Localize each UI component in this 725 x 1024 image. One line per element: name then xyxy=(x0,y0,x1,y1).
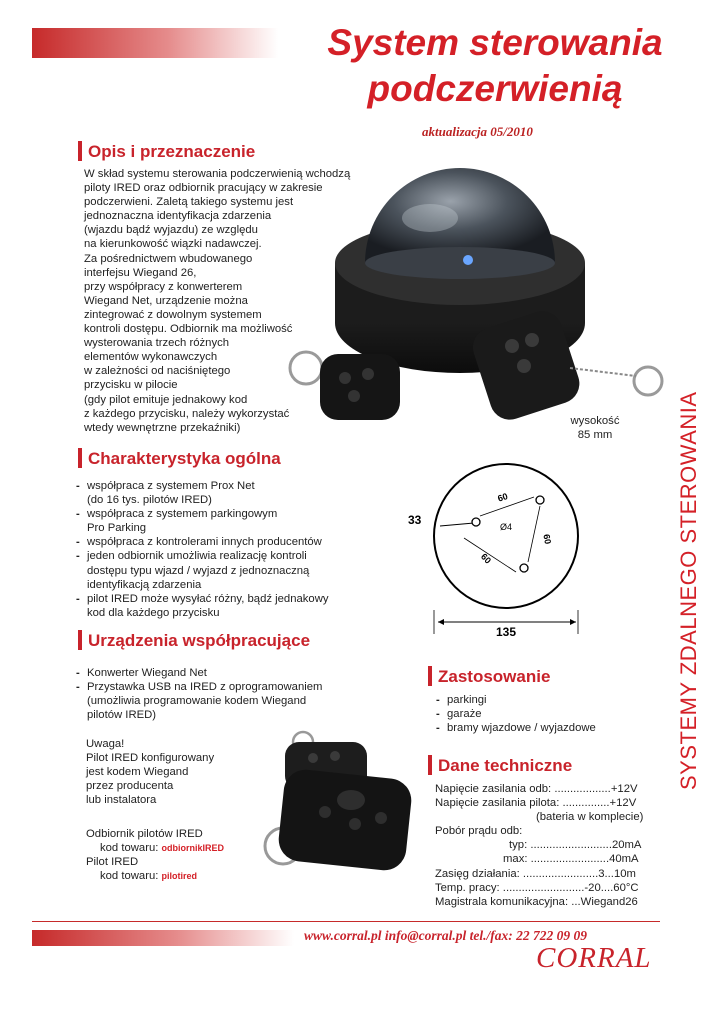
hole-2 xyxy=(536,496,544,504)
tech-row: Napięcie zasilania odb: ..................+12V xyxy=(435,783,638,795)
title-line-2: podczerwienią xyxy=(367,68,623,109)
dim-outer-label: 33 xyxy=(408,513,422,527)
height-value: 85 mm xyxy=(577,429,613,442)
section-heading-zastosowanie: Zastosowanie xyxy=(428,666,550,687)
hole-3 xyxy=(520,564,528,572)
urzadzenia-note: Uwaga! Pilot IRED konfigurowany jest kodem Wiegand przez producenta lub instalatora xyxy=(86,738,215,807)
tech-row: (bateria w komplecie) xyxy=(536,811,644,824)
tech-row: Pobór prądu odb: xyxy=(435,825,523,838)
tech-row: Temp. pracy: ..........................-20....60°C xyxy=(435,881,639,894)
heading-marker xyxy=(428,666,432,686)
page-title xyxy=(280,20,710,112)
receiver-photo xyxy=(280,168,680,430)
remotes-photo xyxy=(255,728,425,898)
hole-diameter-label: Ø4 xyxy=(500,522,513,532)
urzadzenia-list xyxy=(76,666,376,722)
charakterystyka-list xyxy=(76,479,376,620)
section-heading-opis: Opis i przeznaczenie xyxy=(78,141,255,162)
dim-spacing-b: 60 xyxy=(541,533,553,545)
brand-logo: CORRAL xyxy=(536,942,652,974)
tech-row: Magistrala komunikacyjna: ...Wiegand26 xyxy=(435,895,638,908)
section-heading-dane: Dane techniczne xyxy=(428,755,572,776)
tech-row: typ: ..........................20mA xyxy=(509,839,642,852)
dim-spacing-c: 60 xyxy=(478,551,494,566)
tech-row: Zasięg działania: ........................3...10m xyxy=(435,867,636,880)
footer-divider xyxy=(32,921,660,922)
footer-contacts: www.corral.pl info@corral.pl tel./fax: 22 722 09 09 xyxy=(304,928,587,943)
tech-data xyxy=(435,782,663,909)
side-label: SYSTEMY ZDALNEGO STEROWANIA xyxy=(676,391,701,790)
list-item: - jeden odbiornik umożliwia realizację kontroli dostępu typu wjazd / wyjazd z jednoznaczną identyfikacją zdarzenia xyxy=(76,549,376,591)
section-heading-urzadzenia: Urządzenia współpracujące xyxy=(78,630,310,651)
heading-marker xyxy=(78,630,82,650)
list-item: - współpraca z systemem Prox Net (do 16 tys. pilotów IRED) xyxy=(76,479,376,507)
diagram-outline xyxy=(434,464,578,608)
hole-1 xyxy=(472,518,480,526)
dim-spacing-a: 60 xyxy=(496,491,510,504)
list-item: - parkingi xyxy=(436,693,656,707)
photo-height-caption xyxy=(560,414,630,442)
list-item: - bramy wjazdowe / wyjazdowe xyxy=(436,721,656,735)
list-item: - współpraca z kontrolerami innych producentów xyxy=(76,535,376,549)
opis-text: W skład systemu sterowania podczerwienią wchodzą piloty IRED oraz odbiornik pracujący w zakresie podczerwieni. Zaletą takiego systemu jest jednoznaczna identyfikacja zdarzenia (wjazdu bądź wyjazdu) ze względu na kierunkowość wiązki nadawczej. Za pośrednictwem wbudowanego interfejsu Wiegand 26, przy współpracy z konwerterem Wiegand Net, urządzenie można zintegrować z dowolnym systemem kontroli dostępu. Odbiornik ma możliwość wysterowania trzech różnych elementów wykonawczych w zależności od naciśniętego przycisku w pilocie (gdy pilot emituje jednakowy kod z każdego przycisku, należy wykorzystać wtedy wewnętrzne przekaźniki) xyxy=(84,168,351,434)
receiver-code: odbiornikIRED xyxy=(161,843,225,854)
list-item: - Konwerter Wiegand Net xyxy=(76,666,376,680)
list-item: - współpraca z systemem parkingowym Pro Parking xyxy=(76,507,376,535)
pilot-code: pilotired xyxy=(161,871,198,882)
dimension-diagram xyxy=(400,450,610,640)
product-codes: Odbiornik pilotów IRED kod towaru: odbiornikIRED Pilot IRED kod towaru: pilotired xyxy=(86,827,276,883)
list-item: - pilot IRED może wysyłać różny, bądź jednakowy kod dla każdego przycisku xyxy=(76,592,376,620)
footer-bar xyxy=(32,930,294,946)
tech-row: max: .........................40mA xyxy=(503,853,639,866)
update-date: aktualizacja 05/2010 xyxy=(422,124,533,139)
heading-marker xyxy=(78,448,82,468)
title-line-1: System sterowania xyxy=(327,22,663,63)
list-item: - Przystawka USB na IRED z oprogramowaniem (umożliwia programowanie kodem Wiegand pilotów IRED) xyxy=(76,680,376,722)
pilot-label: Pilot IRED xyxy=(86,856,139,869)
heading-marker xyxy=(428,755,432,775)
height-label: wysokość xyxy=(570,415,620,427)
heading-marker xyxy=(78,141,82,161)
tech-row: Napięcie zasilania pilota: ...............+12V xyxy=(435,797,637,810)
list-item: - garaże xyxy=(436,707,656,721)
header-bar-top xyxy=(32,28,278,58)
section-heading-charakterystyka: Charakterystyka ogólna xyxy=(78,448,281,469)
receiver-label: Odbiornik pilotów IRED xyxy=(86,828,203,840)
dim-width-label: 135 xyxy=(496,625,517,639)
zastosowanie-list xyxy=(436,693,656,735)
